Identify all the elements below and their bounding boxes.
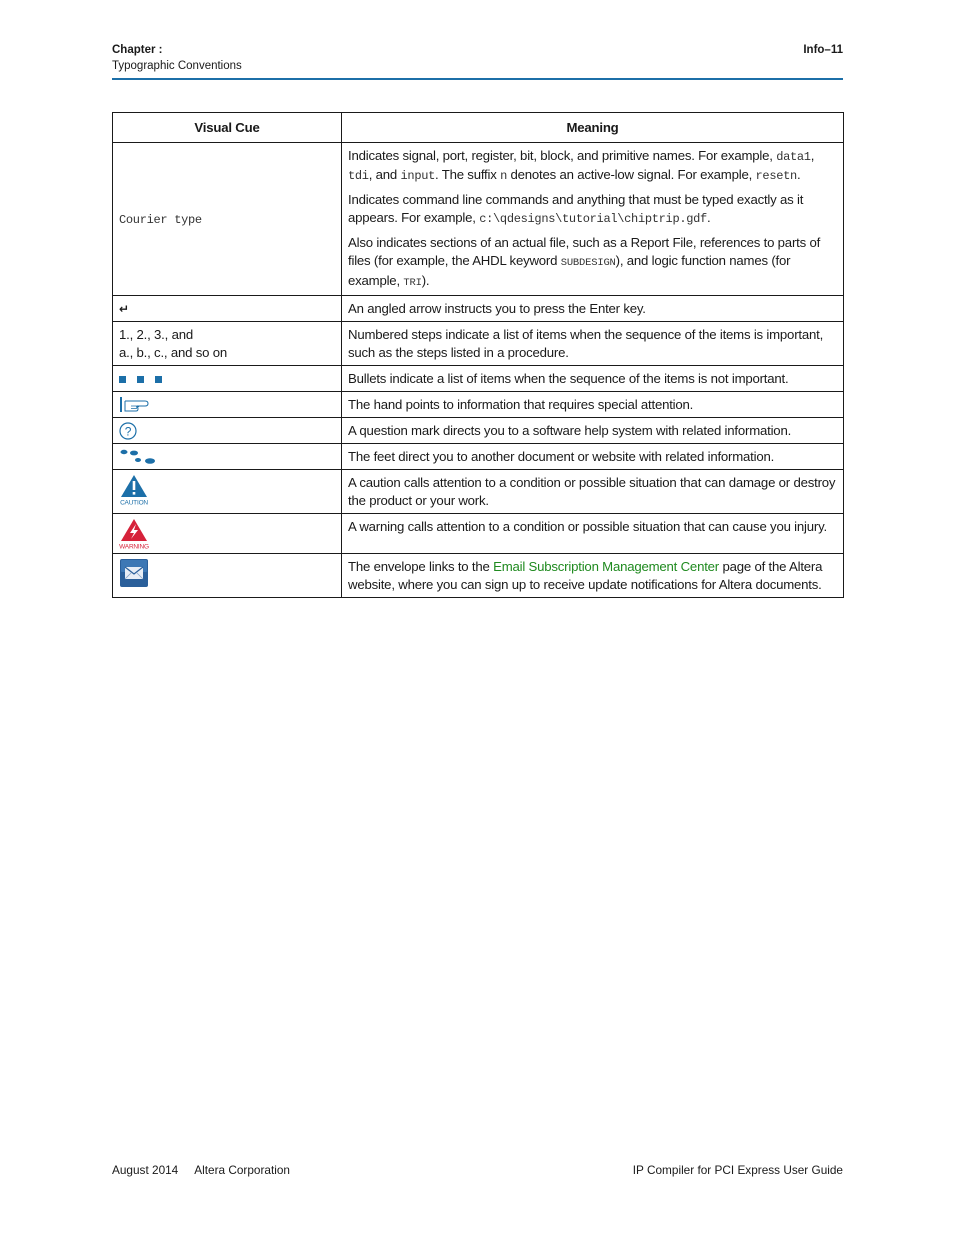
meaning-feet: The feet direct you to another document or website with related information.: [342, 444, 844, 470]
email-subscription-link[interactable]: Email Subscription Management Center: [493, 559, 719, 574]
table-row: [113, 514, 844, 554]
cue-envelope: [113, 554, 342, 598]
meaning-question: A question mark directs you to a software help system with related information.: [342, 418, 844, 444]
section-title: Typographic Conventions: [112, 60, 242, 72]
table-row: [113, 554, 844, 598]
meaning-bullets: Bullets indicate a list of items when the sequence of the items is not important.: [342, 366, 844, 392]
cue-warning: [113, 514, 342, 554]
question-mark-icon: [119, 422, 137, 440]
paragraph: Indicates signal, port, register, bit, block, and primitive names. For example, data1, tdi, and input. The suffix n denotes an active-low signal. For example, resetn.: [348, 148, 815, 183]
enter-arrow-icon: ↵: [119, 302, 129, 316]
cue-courier: Courier type: [113, 143, 342, 296]
meaning-numbered: Numbered steps indicate a list of items when the sequence of the items is important, such as the steps listed in a procedure.: [342, 322, 844, 366]
cue-numbered: 1., 2., 3., and a., b., c., and so on: [113, 322, 342, 366]
cue-question: [113, 418, 342, 444]
page-header: [112, 42, 843, 80]
footprints-icon: [119, 448, 157, 466]
table-header-row: [113, 113, 844, 143]
paragraph: Indicates command line commands and anything that must be typed exactly as it appears. For example, c:\qdesigns\tutorial\chiptrip.gdf.: [348, 192, 804, 226]
page-footer: [112, 1162, 843, 1178]
column-header-meaning: Meaning: [342, 113, 844, 143]
table-row: [113, 322, 844, 366]
table-row: [113, 296, 844, 322]
meaning-warning: A warning calls attention to a condition or possible situation that can cause you injury.: [342, 514, 844, 554]
svg-text:?: ?: [124, 424, 132, 439]
typographic-conventions-table: [112, 112, 844, 598]
cue-hand: [113, 392, 342, 418]
table-row: [113, 143, 844, 296]
footer-company: Altera Corporation: [194, 1163, 290, 1177]
warning-icon-label: WARNING: [119, 543, 149, 550]
header-left: [112, 42, 242, 74]
footer-doc-title: IP Compiler for PCI Express User Guide: [632, 1163, 843, 1177]
caution-icon: [119, 474, 153, 506]
meaning-hand: The hand points to information that requires special attention.: [342, 392, 844, 418]
page-number: Info–11: [803, 44, 843, 56]
cue-caution: [113, 470, 342, 514]
table-row: [113, 418, 844, 444]
envelope-icon: [119, 558, 149, 588]
meaning-envelope: The envelope links to the Email Subscription Management Center page of the Altera website, where you can sign up to receive update notifications for Altera documents.: [342, 554, 844, 598]
paragraph: Also indicates sections of an actual file, such as a Report File, references to parts of files (for example, the AHDL keyword SUBDESIGN), and logic function names (for example, TRI).: [348, 235, 821, 289]
warning-icon: [119, 518, 155, 550]
bullet-squares-icon: [113, 366, 342, 392]
chapter-label: Chapter :: [112, 44, 163, 56]
meaning-caution: A caution calls attention to a condition or possible situation that can damage or destroy the product or your work.: [342, 470, 844, 514]
table-row: [113, 392, 844, 418]
meaning-enter: An angled arrow instructs you to press the Enter key.: [342, 296, 844, 322]
caution-icon-label: CAUTION: [120, 499, 148, 506]
cue-enter: [113, 296, 342, 322]
cue-feet: [113, 444, 342, 470]
meaning-courier: [342, 143, 844, 296]
column-header-visual-cue: Visual Cue: [113, 113, 342, 143]
table-row: [113, 444, 844, 470]
footer-date: August 2014: [112, 1163, 179, 1177]
table-row: [113, 470, 844, 514]
pointing-hand-icon: [119, 396, 151, 413]
table-row: [113, 366, 844, 392]
